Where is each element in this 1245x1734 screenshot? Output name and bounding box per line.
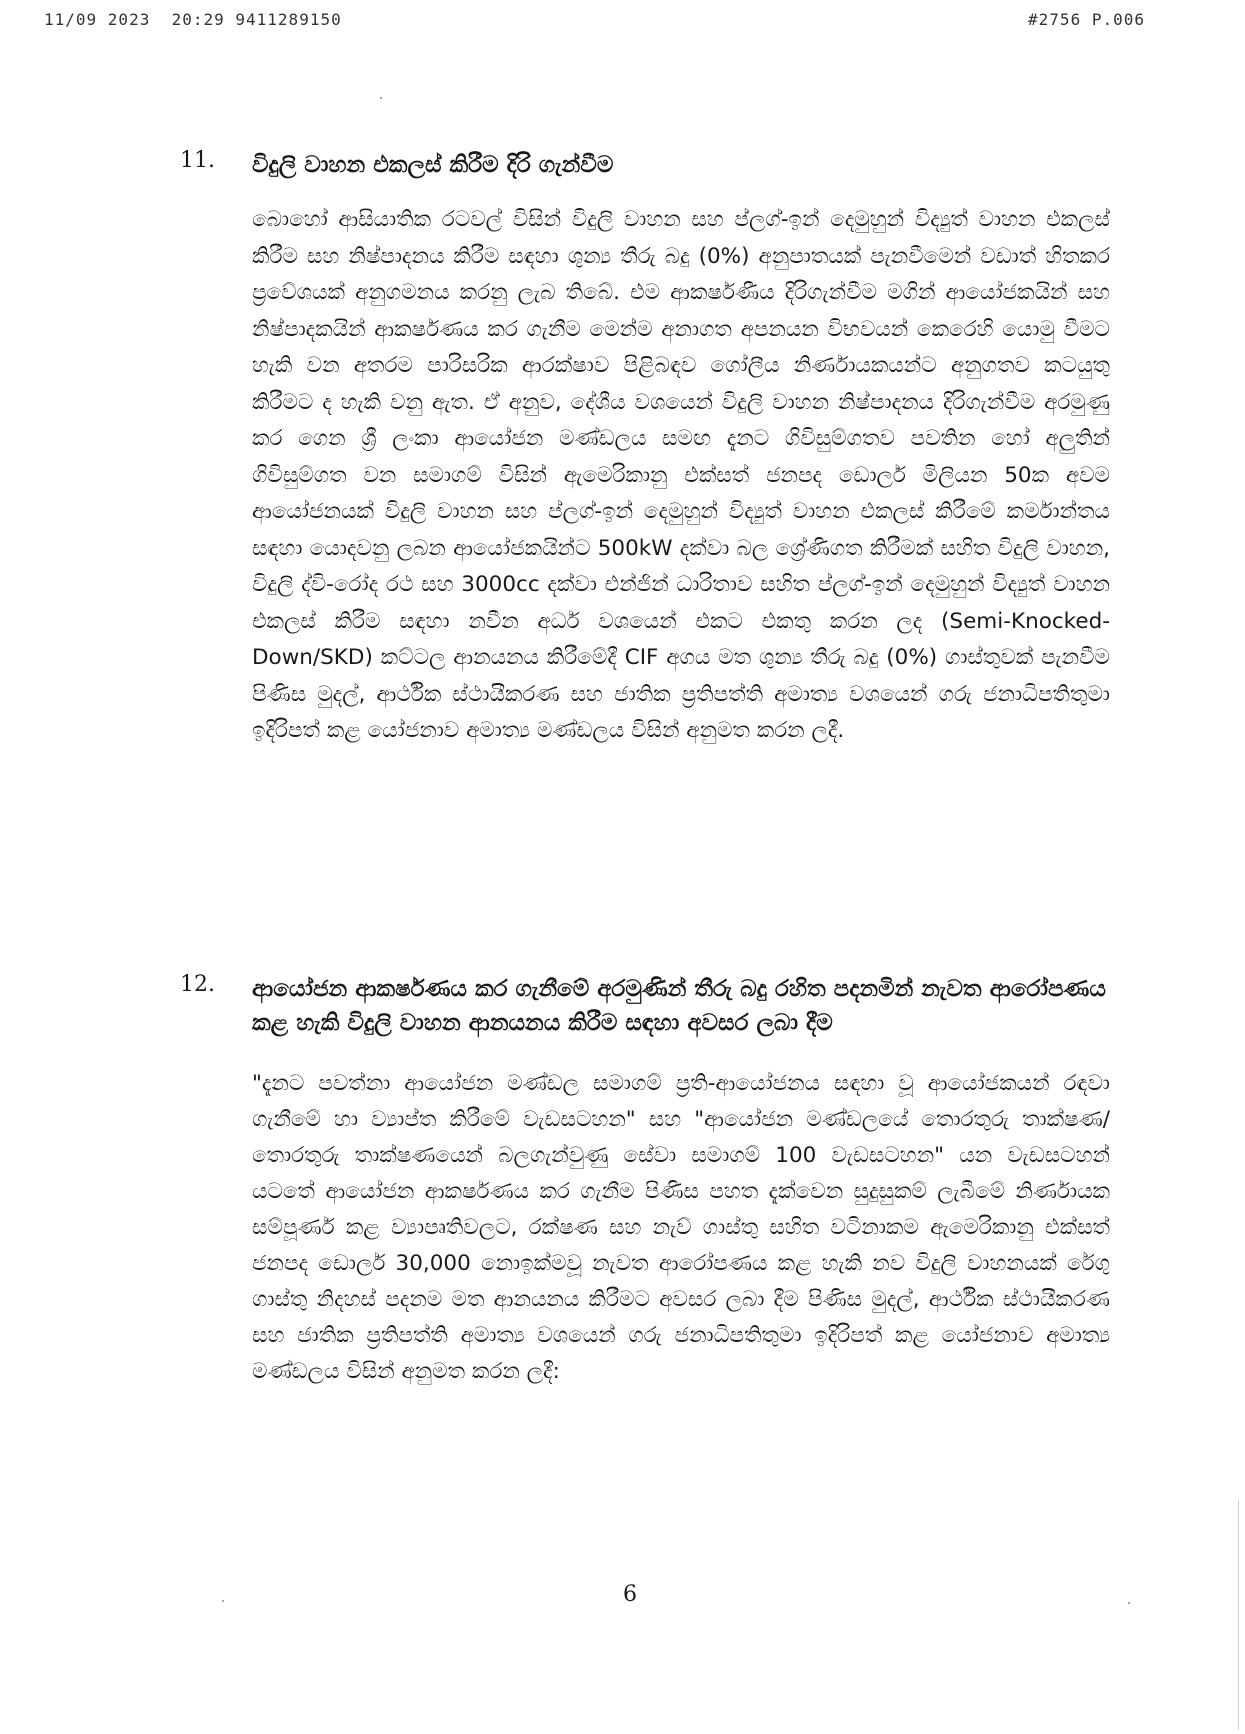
fax-header — [44, 10, 1145, 32]
section-11 — [180, 148, 1110, 750]
section-number: 11. — [180, 148, 215, 173]
scan-speck — [1128, 1602, 1130, 1604]
scan-edge-line — [1238, 1500, 1239, 1730]
fax-page-ref: #2756 P.006 — [1028, 10, 1145, 29]
section-title: විදුලි වාහන එකලස් කිරීම දිරි ගැන්වීම — [252, 152, 614, 178]
scan-speck — [380, 97, 382, 99]
section-number: 12. — [180, 972, 215, 997]
scan-speck — [222, 1600, 224, 1602]
section-body: බොහෝ ආසියාතික රටවල් විසින් විදුලි වාහන සහ ප්ලග්-ඉන් දෙමුහුන් විද්‍යුත් වාහන එකලස් කිරීම සහ නිෂ්පාදනය කිරීම සඳහා ශුන්‍ය තීරු බදු (0%) අනුපාතයක් පැනවීමෙන් වඩාත් හිතකර ප්‍රවේශයක් අනුගමනය කරනු ලැබ තිබේ. එම ආකර්ෂණීය දිරිගැන්වීම මගින් ආයෝජකයින් සහ නිෂ්පාදකයින් ආකර්ෂණය කර ගැනීම මෙන්ම අනාගත අපනයන විභවයන් කෙරෙහි යොමු වීමට හැකි වන අතරම පාරිසරික ආරක්ෂාව පිළිබඳව ගෝලීය නිර්ණායකයන්ට අනුගතව කටයුතු කිරීමට ද හැකි වනු ඇත. ඒ අනුව, දේශීය වශයෙන් විදුලි වාහන නිෂ්පාදනය දිරිගැන්වීම අරමුණු කර ගෙන ශ්‍රී ලංකා ආයෝජන මණ්ඩලය සමඟ දැනට ගිවිසුම්ගතව පවතින හෝ අලුතින් ගිවිසුම්ගත වන සමාගම් විසින් ඇමෙරිකානු එක්සත් ජනපද ඩොලර් මිලියන 50ක අවම ආයෝජනයක් විදුලි වාහන සහ ප්ලග්-ඉන් දෙමුහුන් විද්‍යුත් වාහන එකලස් කිරීමේ කර්මාන්තය සඳහා යොදවනු ලබන ආයෝජකයින්ට 500kW දක්වා බල ශ්‍රේණිගත කිරීමක් සහිත විදුලි වාහන, විදුලි ද්වි-රෝද රථ සහ 3000cc දක්වා එන්ජින් ධාරිතාව සහිත ප්ලග්-ඉන් දෙමුහුන් විද්‍යුත් වාහන එකලස් කිරීම සඳහා නවීන අර්ධ වශයෙන් එකට එකතු කරන ලද (Semi-Knocked-Down/SKD) කට්ටල ආනයනය කිරීමේදී CIF අගය මත ශුන්‍ය තීරු බදු (0%) ගාස්තුවක් පැනවීම පිණිස මුදල්, ආර්ථික ස්ථායීකරණ සහ ජාතික ප්‍රතිපත්ති අමාත්‍ය වශයෙන් ගරු ජනාධිපතිතුමා ඉදිරිපත් කළ යෝජනාව අමාත්‍ය මණ්ඩලය විසින් අනුමත කරන ලදී. — [252, 207, 1110, 743]
fax-timestamp: 11/09 2023 20:29 9411289150 — [44, 10, 342, 29]
page-number: 6 — [623, 1582, 637, 1607]
section-title: ආයෝජන ආකර්ෂණය කර ගැනීමේ අරමුණින් තීරු බදු රහිත පදනමින් නැවත ආරෝපණය කළ හැකි විදුලි වාහන ආනයනය කිරීම සඳහා අවසර ලබා දීම — [252, 976, 1106, 1036]
section-body: "දැනට පවත්නා ආයෝජන මණ්ඩල සමාගම් ප්‍රති-ආයෝජනය සඳහා වූ ආයෝජකයන් රඳවා ගැනීමේ හා ව්‍යාප්ත කිරීමේ වැඩසටහන" සහ "ආයෝජන මණ්ඩලයේ තොරතුරු තාක්ෂණ/තොරතුරු තාක්ෂණයෙන් බලගැන්වුණු සේවා සමාගම් 100 වැඩසටහන" යන වැඩසටහන් යටතේ ආයෝජන ආකර්ෂණය කර ගැනීම පිණිස පහත දැක්වෙන සුදුසුකම් ලැබීමේ නිර්ණායක සම්පූර්ණ කළ ව්‍යාපෘතිවලට, රක්ෂණ සහ නැව් ගාස්තු සහිත වටිනාකම ඇමෙරිකානු එක්සත් ජනපද ඩොලර් 30,000 නොඉක්මවූ නැවත ආරෝපණය කළ හැකි නව විදුලි වාහනයක් රේගු ගාස්තු නිදහස් පදනම මත ආනයනය කිරීමට අවසර ලබා දීම පිණිස මුදල්, ආර්ථික ස්ථායීකරණ සහ ජාතික ප්‍රතිපත්ති අමාත්‍ය වශයෙන් ගරු ජනාධිපතිතුමා ඉදිරිපත් කළ යෝජනාව අමාත්‍ය මණ්ඩලය විසින් අනුමත කරන ලදී: — [252, 1071, 1110, 1384]
section-12 — [180, 972, 1110, 1390]
